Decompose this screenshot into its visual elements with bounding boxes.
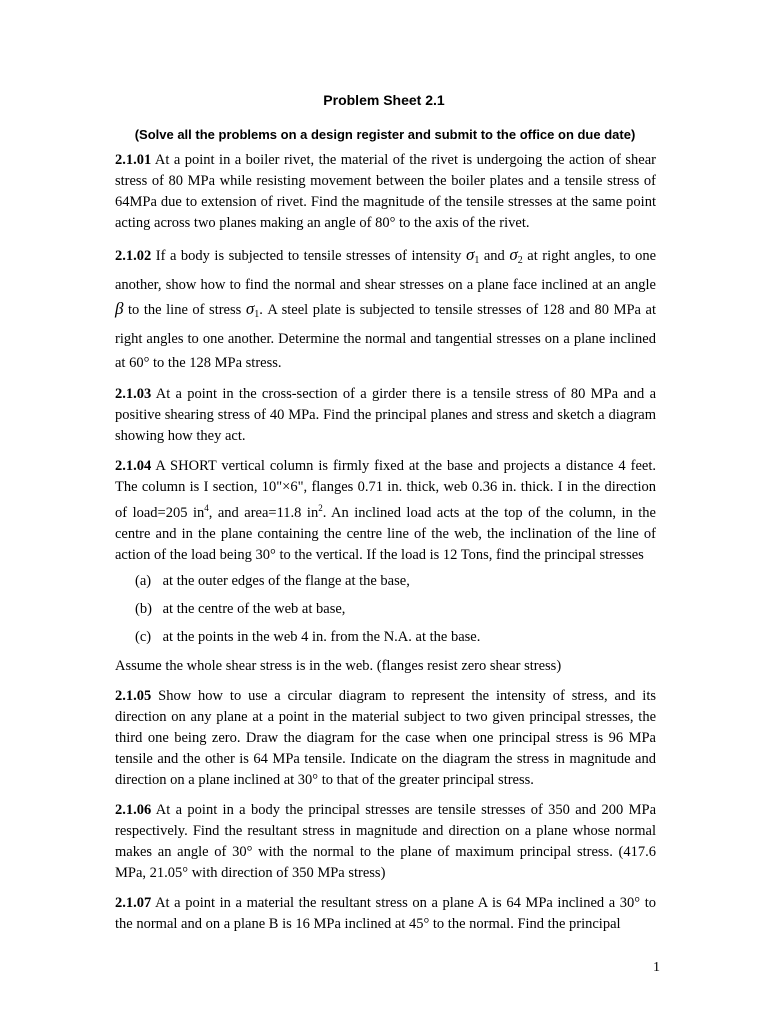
superscript: 2: [318, 503, 323, 513]
instruction-note: (Solve all the problems on a design register and submit to the office on due date): [134, 127, 636, 142]
problem-text: Show how to use a circular diagram to represent the intensity of stress, and its direction on any plane at a point in the material subject to two given principal stresses, the third one being zero. Draw the diagram for the case when one principal stress is 96 MPa tensile and the other is 64 MPa tensile. Indicate on the diagram the stress in magnitude and direction on a plane inclined at 30° to that of the greater principal stress.: [115, 688, 656, 788]
problem-text: to the line of stress: [128, 302, 242, 318]
problem-text: At a point in a body the principal stresses are tensile stresses of 350 and 200 MPa respectively. Find the resultant stress in magnitude and direction on a plane whose normal makes an angle of 30° with the normal to the plane of maximum principal stress. (417.6 MPa, 21.05° with direction of 350 MPa stress): [115, 802, 657, 881]
problem-2-1-07: [115, 893, 656, 935]
problem-text: at right angles, to one another, show how to find the normal and shear stresses on a plane face inclined at an angle: [115, 248, 657, 293]
list-item-text: at the points in the web 4 in. from the N.A. at the base.: [162, 629, 481, 645]
problem-text: . An inclined load acts at the top of the column, in the centre and in the plane containing the centre line of the web, the inclination of the line of action of the load being 30° to the vertical. If the load is 12 Tons, find the principal stresses: [115, 505, 656, 563]
page-title: Problem Sheet 2.1: [323, 92, 445, 108]
problem-2-1-03: [115, 384, 656, 447]
subscript: 1: [254, 309, 260, 320]
list-item: [135, 599, 656, 620]
beta-symbol: β: [115, 299, 124, 318]
problem-number: 2.1.05: [115, 688, 152, 704]
problem-text: , and area=11.8 in: [208, 505, 319, 521]
problem-2-1-02: [115, 243, 656, 375]
problem-number: 2.1.04: [115, 458, 152, 474]
problem-text: At a point in a boiler rivet, the material of the rivet is undergoing the action of shear stress of 80 MPa while resisting movement between the boiler plates and a tensile stress of 64MPa due to extension of rivet. Find the magnitude of the tensile stresses at the same point acting across two planes making an angle of 80° to the axis of the rivet.: [115, 152, 657, 231]
superscript: 4: [204, 503, 209, 513]
list-item-tag: (b): [135, 601, 152, 617]
subscript: 2: [517, 255, 523, 266]
problem-text: . A steel plate is subjected to tensile stresses of 128 and 80 MPa at right angles to one another. Determine the normal and tangential stresses on a plane inclined at 60° to the 128 MPa stress.: [115, 302, 657, 371]
list-item-tag: (a): [135, 573, 152, 589]
list-item-tag: (c): [135, 629, 152, 645]
sigma-symbol: σ: [245, 299, 255, 318]
problem-text: If a body is subjected to tensile stresses of intensity: [155, 248, 462, 264]
problem-text: At a point in a material the resultant stress on a plane A is 64 MPa inclined a 30° to the normal and on a plane B is 16 MPa inclined at 45° to the normal. Find the principal: [115, 895, 656, 932]
list-item: [135, 627, 656, 648]
problem-number: 2.1.07: [115, 895, 152, 911]
list-item-text: at the outer edges of the flange at the base,: [162, 573, 410, 589]
problem-2-1-04: [115, 456, 656, 566]
problem-2-1-06: [115, 800, 656, 884]
problem-text: A SHORT vertical column is firmly fixed at the base and projects a distance 4 feet. The column is I section, 10"×6", flanges 0.71 in. thick, web 0.36 in. thick. I in the direction of load=205 in: [115, 458, 656, 521]
list-item: [135, 571, 656, 592]
page-number: 1: [653, 960, 660, 975]
sigma-symbol: σ: [509, 245, 518, 264]
sub-item-list: [115, 571, 656, 648]
problem-number: 2.1.06: [115, 802, 152, 818]
problem-number: 2.1.01: [115, 152, 152, 168]
list-item-text: at the centre of the web at base,: [162, 601, 346, 617]
problem-2-1-01: [115, 150, 656, 234]
problem-number: 2.1.03: [115, 386, 152, 402]
subscript: 1: [474, 255, 480, 266]
problem-list: [115, 150, 656, 944]
assumption-note: Assume the whole shear stress is in the web. (flanges resist zero shear stress): [115, 658, 562, 674]
problem-text: and: [483, 248, 505, 264]
problem-text: At a point in the cross-section of a girder there is a tensile stress of 80 MPa and a positive shearing stress of 40 MPa. Find the principal planes and stress and sketch a diagram showing how they act.: [115, 386, 657, 444]
problem-number: 2.1.02: [115, 248, 152, 264]
problem-2-1-05: [115, 686, 656, 791]
sigma-symbol: σ: [465, 245, 475, 264]
